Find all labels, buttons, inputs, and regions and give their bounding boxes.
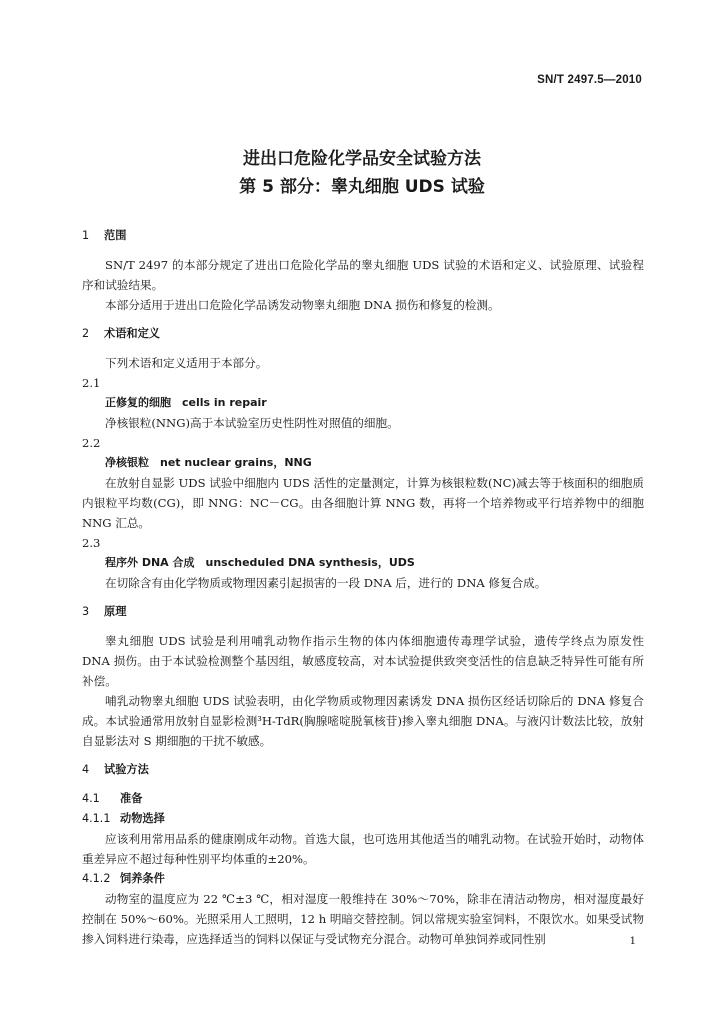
section-title: 范围 [104,229,127,242]
document-body [82,226,644,949]
subsection-title: 动物选择 [120,812,165,825]
section-3-heading [82,602,644,622]
paragraph: 本部分适用于进出口危险化学品诱发动物睾丸细胞 DNA 损伤和修复的检测。 [105,298,500,312]
term-number: 2.1 [82,376,101,390]
section-number: 4 [82,763,90,776]
subsection-number: 4.1.1 [82,812,111,825]
subsection-title: 准备 [120,792,143,805]
term-name: 净核银粒 net nuclear grains，NNG [105,456,312,469]
term-definition: 净核银粒(NNG)高于本试验室历史性阴性对照值的细胞。 [105,416,399,430]
paragraph: 应该利用常用品系的健康刚成年动物。首选大鼠，也可选用其他适当的哺乳动物。在试验开始时，动物体重差异应不超过每种性别平均体重的±20%。 [82,832,644,866]
paragraph: 下列术语和定义适用于本部分。 [105,356,268,370]
term-number: 2.2 [82,436,101,450]
section-4-heading [82,760,644,780]
section-2-heading [82,324,644,344]
term-definition: 在切除含有由化学物质或物理因素引起损害的一段 DNA 后，进行的 DNA 修复合成。 [105,576,547,590]
paragraph: 哺乳动物睾丸细胞 UDS 试验表明，由化学物质或物理因素诱发 DNA 损伤区经话切除后的 DNA 修复合成。本试验通常用放射自显影检测³H-TdR(胸腺嘧啶脱氧核苷)掺入睾丸细胞 DNA。与液闪计数法比较，放射自显影法对 S 期细胞的干扰不敏感。 [82,694,644,748]
subsection-4-1-heading [82,789,644,809]
section-title: 术语和定义 [104,327,160,340]
term-definition: 在放射自显影 UDS 试验中细胞内 UDS 活性的定量测定，计算为核银粒数(NC)减去等于核面积的细胞质内银粒平均数(CG)，即 NNG：NC－CG。由各细胞计算 NNG 数，再将一个培养物或平行培养物中的细胞 NNG 汇总。 [82,476,644,530]
standard-number: SN/T 2497.5—2010 [537,74,642,86]
document-subtitle: 第 5 部分：睾丸细胞 UDS 试验 [239,177,485,197]
section-title: 原理 [104,605,127,618]
page-number: 1 [629,936,636,947]
term-name: 正修复的细胞 cells in repair [105,396,267,409]
subsection-4-1-1-heading [82,809,644,829]
term-number: 2.3 [82,536,101,550]
subsection-title: 饲养条件 [120,872,165,885]
paragraph: 动物室的温度应为 22 ℃±3 ℃，相对湿度一般维持在 30%～70%，除非在清洁动物房，相对湿度最好控制在 50%～60%。光照采用人工照明，12 h 明暗交替控制。饲以常规实验室饲料，不限饮水。如果受试物掺入饲料进行染毒，应选择适当的饲料以保证与受试物充分混合。动物可单独饲养或同性别 [82,892,644,946]
subsection-4-1-2-heading [82,869,644,889]
section-title: 试验方法 [104,763,149,776]
document-title: 进出口危险化学品安全试验方法 [243,149,481,169]
term-name: 程序外 DNA 合成 unscheduled DNA synthesis，UDS [105,556,415,569]
section-number: 1 [82,229,90,242]
section-number: 3 [82,605,90,618]
section-number: 2 [82,327,90,340]
section-1-heading [82,226,644,246]
subsection-number: 4.1 [82,792,100,805]
paragraph: 睾丸细胞 UDS 试验是利用哺乳动物作指示生物的体内体细胞遗传毒理学试验，遗传学终点为原发性 DNA 损伤。由于本试验检测整个基因组，敏感度较高，对本试验提供致突变活性的信息缺乏特异性可能有所补偿。 [82,634,644,688]
subsection-number: 4.1.2 [82,872,111,885]
paragraph: SN/T 2497 的本部分规定了进出口危险化学品的睾丸细胞 UDS 试验的术语和定义、试验原理、试验程序和试验结果。 [82,258,644,292]
